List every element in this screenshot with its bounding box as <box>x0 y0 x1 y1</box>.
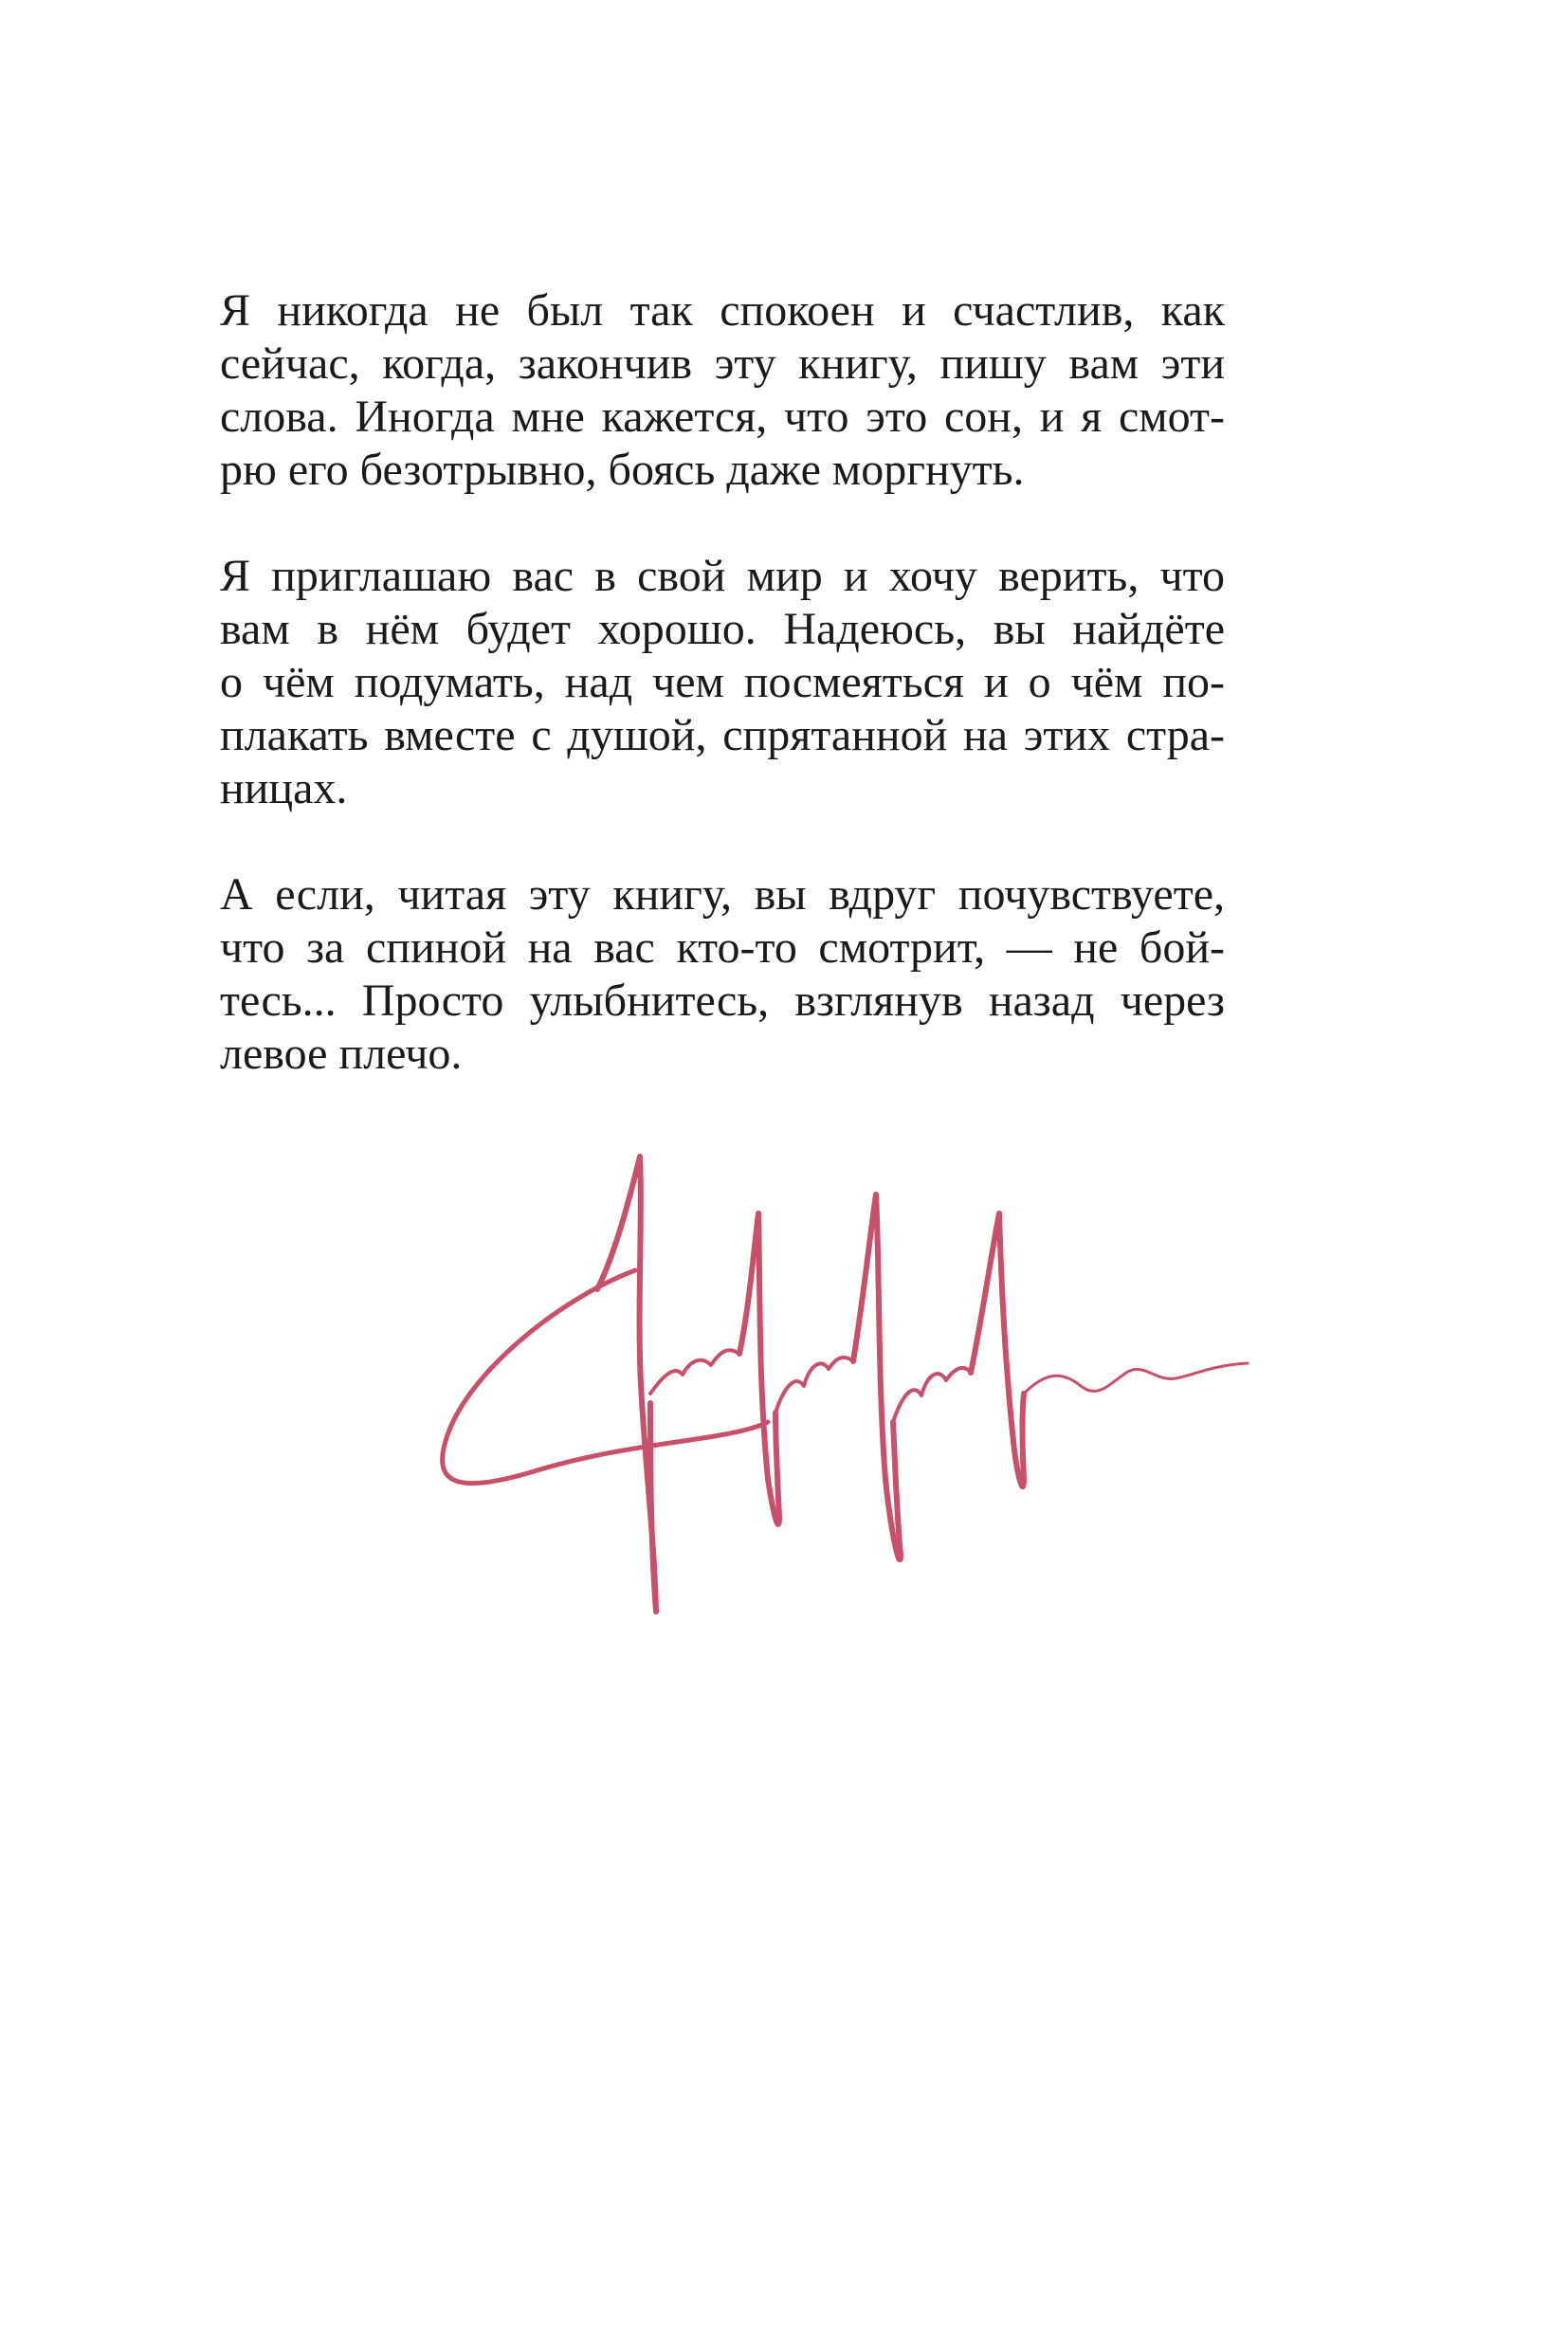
signature-stroke <box>443 1270 768 1484</box>
text-line: А если, читая эту книгу, вы вдруг почувствуете, <box>220 869 1225 920</box>
signature-stroke <box>1024 1363 1248 1394</box>
text-line: что за спиной на вас кто-то смотрит, — не бой- <box>220 922 1225 973</box>
author-signature <box>427 1138 1261 1631</box>
signature-stroke <box>775 1358 853 1413</box>
text-line: плакать вместе с душой, спрятанной на этих стра- <box>220 710 1225 760</box>
paragraph-2 <box>220 550 1225 815</box>
paragraph-3 <box>220 868 1225 1081</box>
text-line: о чём подумать, над чем посмеяться и о чём по- <box>220 657 1225 707</box>
text-line: тесь... Просто улыбнитесь, взглянув назад через <box>220 975 1225 1026</box>
text-line: Я никогда не был так спокоен и счастлив, как <box>220 285 1225 336</box>
signature-stroke <box>853 1194 901 1559</box>
text-line: слова. Иногда мне кажется, что это сон, и я смот- <box>220 392 1225 442</box>
signature-stroke <box>597 1157 656 1612</box>
text-line: левое плечо. <box>220 1029 463 1079</box>
text-line: рю его безотрывно, боясь даже моргнуть. <box>220 445 1025 495</box>
text-line: ницах. <box>220 763 348 813</box>
signature-stroke <box>971 1213 1024 1486</box>
text-line: сейчас, когда, закончив эту книгу, пишу вам эти <box>220 338 1225 389</box>
signature-stroke <box>739 1213 779 1524</box>
signature-stroke <box>893 1368 971 1422</box>
signature-stroke <box>650 1350 739 1394</box>
text-line: Я приглашаю вас в свой мир и хочу верить, что <box>220 551 1225 601</box>
paragraph-1 <box>220 284 1225 497</box>
text-line: вам в нём будет хорошо. Надеюсь, вы найдёте <box>220 604 1225 654</box>
author-letter <box>220 284 1225 1134</box>
